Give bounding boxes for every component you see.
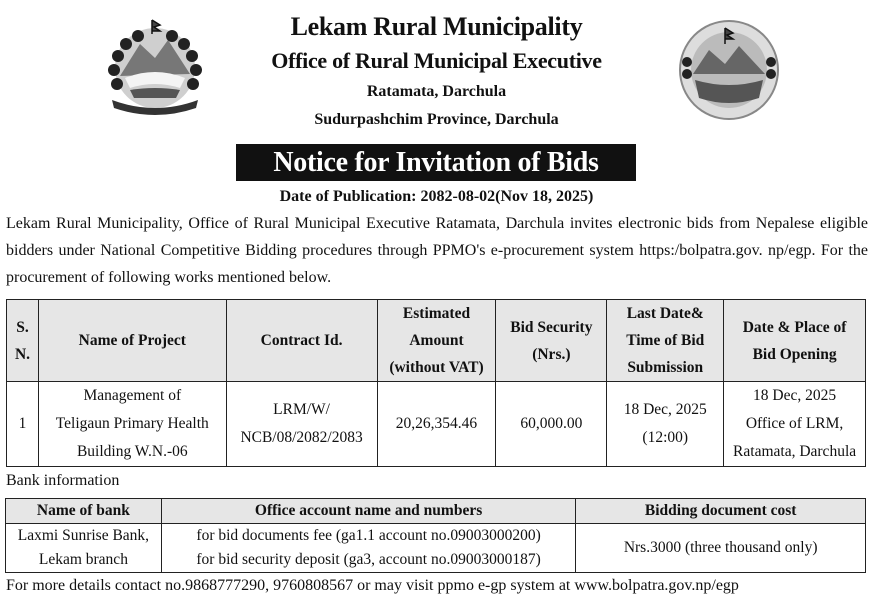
table-row [6, 524, 866, 573]
header-accounts: Office account name and numbers [161, 499, 576, 524]
header-amount-line: Estimated [402, 305, 471, 322]
header-amount-line: (without VAT) [389, 359, 484, 376]
header-security-line: (Nrs.) [532, 345, 571, 363]
cell-contract-line: LRM/W/ [273, 401, 330, 418]
header-deadline-line: Last Date& [626, 305, 704, 322]
cell-security: 60,000.00 [496, 382, 607, 467]
cell-opening-line: Ratamata, Darchula [733, 443, 857, 460]
cell-account-line: for bid security deposit (ga3, account no.09003000187) [196, 551, 541, 568]
cell-contract [226, 382, 377, 467]
bank-table [5, 498, 866, 573]
cell-opening-line: 18 Dec, 2025 [753, 387, 837, 404]
cell-cost: Nrs.3000 (three thousand only) [576, 524, 866, 573]
cell-sn: 1 [7, 382, 39, 467]
header-opening-line: Bid Opening [752, 345, 837, 363]
cell-project [38, 382, 226, 467]
header-project: Name of Project [38, 300, 226, 382]
contact-footer: For more details contact no.9868777290, 9760808567 or may visit ppmo e-gp system at www.bolpatra.gov.np/egp [6, 577, 739, 594]
cell-bank-name-line: Lekam branch [38, 551, 128, 568]
intro-paragraph: Lekam Rural Municipality, Office of Rural Municipal Executive Ratamata, Darchula invites electronic bids from Nepalese eligible bidders under National Competitive Bidding procedures through PPMO's e-procurement system https:/bolpatra.gov. np/egp. For the procurement of following works mentioned below. [6, 215, 868, 286]
header-sn-line: N. [14, 345, 31, 363]
header-amount-line: Amount [409, 332, 464, 349]
cell-project-line: Teligaun Primary Health [55, 415, 209, 432]
header-deadline-line: Time of Bid [626, 332, 705, 349]
cell-project-line: Building W.N.-06 [76, 443, 188, 460]
header-deadline [607, 300, 724, 382]
cell-opening-line: Office of LRM, [745, 415, 844, 432]
cell-bank-name-line: Laxmi Sunrise Bank, [17, 527, 150, 544]
address-line-2: Sudurpashchim Province, Darchula [314, 111, 559, 128]
municipality-title: Lekam Rural Municipality [290, 12, 583, 41]
cell-deadline-line: (12:00) [642, 429, 689, 446]
table-row [7, 382, 866, 467]
cell-account-line: for bid documents fee (ga1.1 account no.09003000200) [196, 527, 541, 544]
bids-header-row [7, 300, 866, 382]
cell-project-line: Management of [83, 387, 182, 404]
bids-table [6, 299, 866, 467]
header-bank-name: Name of bank [6, 499, 162, 524]
office-subtitle: Office of Rural Municipal Executive [271, 48, 602, 73]
header-sn-line: S. [16, 318, 29, 336]
notice-banner: Notice for Invitation of Bids [236, 144, 636, 181]
cell-bank-name [6, 524, 162, 573]
address-line-1: Ratamata, Darchula [366, 83, 507, 100]
header-security [496, 300, 607, 382]
cell-opening [724, 382, 866, 467]
header-sn [7, 300, 39, 382]
header-amount [377, 300, 496, 382]
header-cost: Bidding document cost [576, 499, 866, 524]
header-deadline-line: Submission [627, 359, 704, 376]
header-opening [724, 300, 866, 382]
header-security-line: Bid Security [510, 318, 593, 336]
cell-deadline-line: 18 Dec, 2025 [623, 401, 707, 418]
cell-accounts [161, 524, 576, 573]
cell-amount: 20,26,354.46 [377, 382, 496, 467]
cell-contract-line: NCB/08/2082/2083 [240, 429, 363, 446]
publication-date: Date of Publication: 2082-08-02(Nov 18, 2025) [279, 188, 594, 205]
bank-header-row [6, 499, 866, 524]
bank-info-label: Bank information [6, 472, 120, 489]
header-opening-line: Date & Place of [742, 318, 847, 336]
cell-deadline [607, 382, 724, 467]
header-contract: Contract Id. [226, 300, 377, 382]
